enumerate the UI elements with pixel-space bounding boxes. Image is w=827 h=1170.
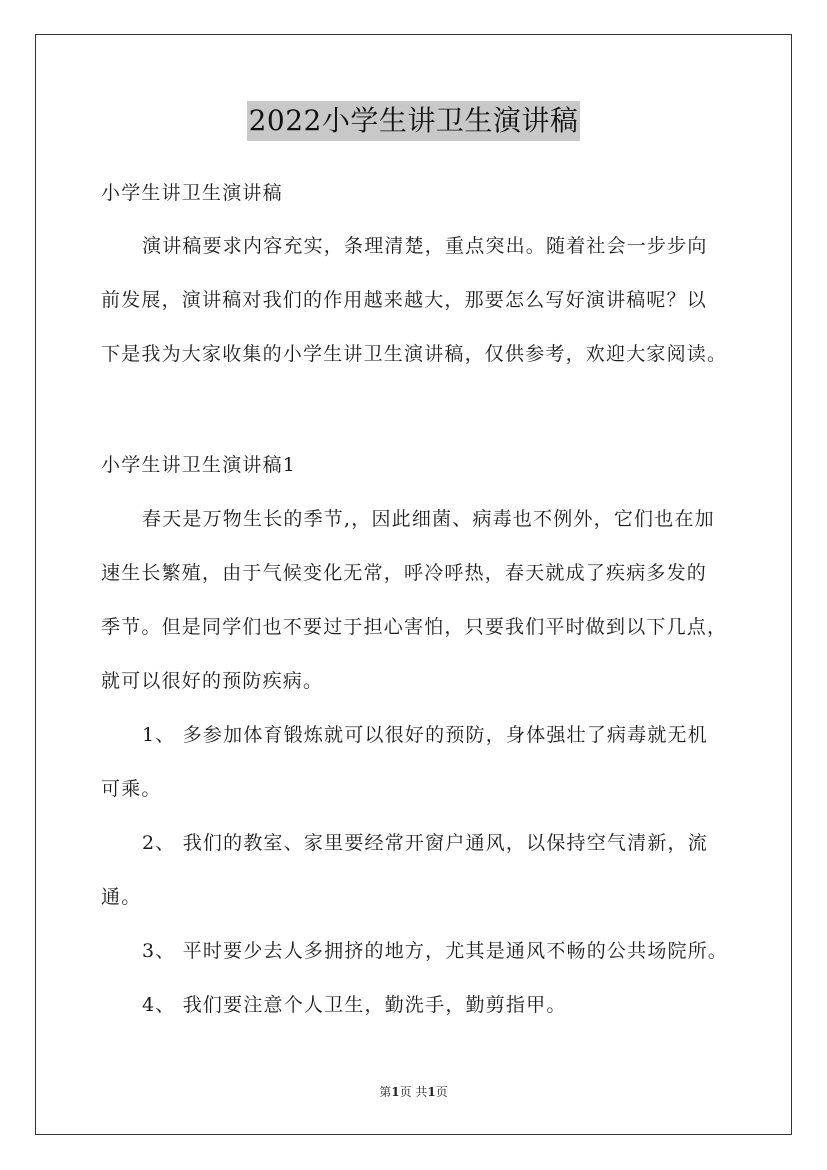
intro-line: 演讲稿要求内容充实，条理清楚，重点突出。随着社会一步步向	[142, 235, 708, 257]
page-footer	[0, 1084, 827, 1100]
list-item-1: 1、 多参加体育锻炼就可以很好的预防，身体强壮了病毒就无机	[142, 724, 708, 746]
document-title: 2022小学生讲卫生演讲稿	[247, 101, 581, 141]
footer-total-num: 1	[427, 1085, 436, 1099]
footer-page-num: 1	[391, 1085, 400, 1099]
title-wrap	[0, 101, 827, 141]
section-line: 春天是万物生长的季节,，因此细菌、病毒也不例外，它们也在加	[142, 508, 715, 530]
section-heading: 小学生讲卫生演讲稿1	[101, 454, 297, 476]
list-item-3: 3、 平时要少去人多拥挤的地方，尤其是通风不畅的公共场院所。	[142, 940, 729, 962]
list-item-1-cont: 可乘。	[101, 778, 162, 800]
footer-page-suffix: 页 共	[399, 1085, 428, 1099]
section-line: 季节。但是同学们也不要过于担心害怕，只要我们平时做到以下几点，	[101, 616, 728, 638]
list-item-2: 2、 我们的教室、家里要经常开窗户通风，以保持空气清新，流	[142, 832, 708, 854]
section-line: 速生长繁殖，由于气候变化无常，呼冷呼热，春天就成了疾病多发的	[101, 562, 708, 584]
intro-heading: 小学生讲卫生演讲稿	[101, 182, 283, 204]
footer-total-suffix: 页	[435, 1085, 448, 1099]
list-item-2-cont: 通。	[101, 886, 142, 908]
intro-line: 下是我为大家收集的小学生讲卫生演讲稿，仅供参考，欢迎大家阅读。	[101, 343, 728, 365]
list-item-4: 4、 我们要注意个人卫生，勤洗手，勤剪指甲。	[142, 994, 567, 1016]
section-line: 就可以很好的预防疾病。	[101, 670, 324, 692]
footer-page-prefix: 第	[379, 1085, 392, 1099]
intro-line: 前发展，演讲稿对我们的作用越来越大，那要怎么写好演讲稿呢？以	[101, 289, 708, 311]
